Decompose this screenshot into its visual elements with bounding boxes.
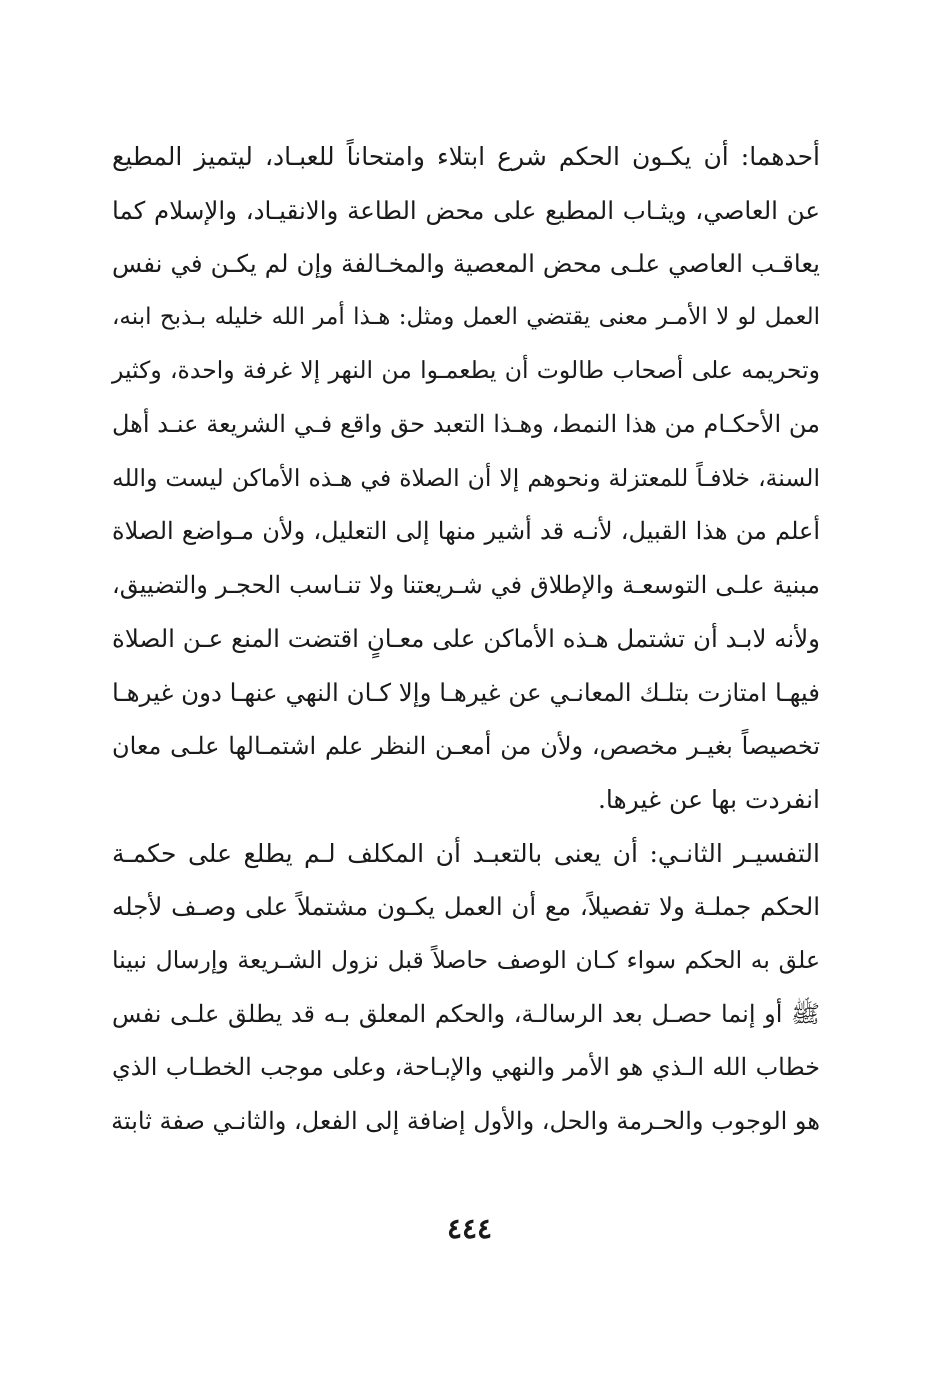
text-line: يعاقـب العاصي علـى محض المعصية والمخـالفة وإن لم يكـن في نفس [112, 249, 820, 279]
text-line: الحكم جملـة ولا تفصيلاً، مع أن العمل يكـون مشتملاً على وصـف لأجله [112, 892, 820, 922]
text-line: علق به الحكم سواء كـان الوصف حاصلاً قبل نزول الشـريعة وإرسال نبينا [112, 945, 820, 974]
text-line: انفردت بها عن غيرها. [597, 785, 820, 815]
page-number: ٤٤٤ [446, 1212, 493, 1245]
text-line: أحدهما: أن يكـون الحكم شرع ابتلاء وامتحاناً للعبـاد، ليتميز المطيع [112, 142, 820, 171]
text-line: عن العاصي، ويثـاب المطيع على محض الطاعة والانقيـاد، والإسلام كما [112, 195, 820, 225]
text-line: هو الوجوب والحـرمة والحل، والأول إضافة إلى الفعل، والثانـي صفة ثابتة [111, 1106, 820, 1135]
text-line: فيهـا امتازت بتلـك المعانـي عن غيرهـا وإلا كـان النهي عنهـا دون غيرهـا [112, 677, 820, 707]
paragraph-second-explanation [112, 827, 820, 1149]
text-line: أعلم من هذا القبيل، لأنـه قد أشير منها إلى التعليل، ولأن مـواضع الصلاة [112, 517, 820, 546]
text-line: من الأحكـام من هذا النمط، وهـذا التعبد حق واقع فـي الشريعة عنـد أهل [112, 409, 820, 438]
text-line: تخصيصاً بغيـر مخصص، ولأن من أمعـن النظر علم اشتمـالها علـى معان [112, 731, 820, 760]
text-line: ﷺ أو إنما حصـل بعد الرسالـة، والحكم المعلق بـه قد يطلق علـى نفس [112, 999, 820, 1028]
text-line: وتحريمه على أصحاب طالوت أن يطعمـوا من النهر إلا غرفة واحدة، وكثير [112, 356, 820, 385]
text-line: خطاب الله الـذي هو الأمر والنهي والإبـاحة، وعلى موجب الخطـاب الذي [112, 1053, 821, 1082]
text-line: التفسيـر الثانـي: أن يعنى بالتعبـد أن المكلف لـم يطلع على حكمـة [112, 838, 820, 868]
paragraph-first-explanation [112, 130, 820, 827]
text-line: السنة، خلافـاً للمعتزلة ونحوهم إلا أن الصلاة في هـذه الأماكن ليست والله [112, 463, 820, 492]
body-text [112, 130, 820, 1148]
text-line: العمل لو لا الأمـر معنى يقتضي العمل ومثل: هـذا أمر الله خليله بـذبح ابنه، [112, 303, 820, 330]
text-line: ولأنه لابـد أن تشتمل هـذه الأماكن على معـانٍ اقتضت المنع عـن الصلاة [112, 624, 820, 654]
text-line: مبنية علـى التوسعـة والإطلاق في شـريعتنا ولا تنـاسب الحجـر والتضييق، [112, 570, 820, 599]
